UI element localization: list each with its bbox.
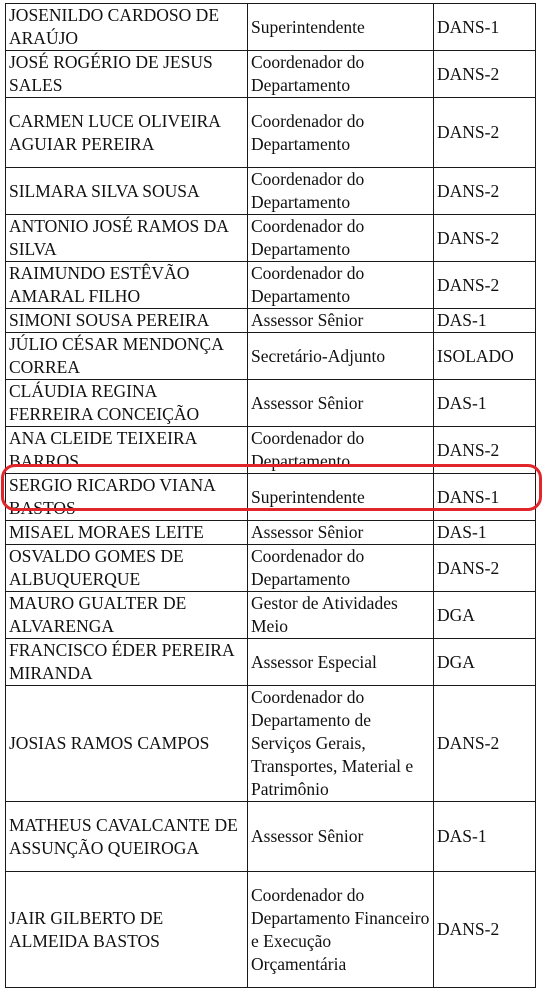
name-cell: CLÁUDIA REGINA FERREIRA CONCEIÇÃO bbox=[6, 380, 248, 427]
name-cell: ANTONIO JOSÉ RAMOS DA SILVA bbox=[6, 215, 248, 262]
name-cell: SERGIO RICARDO VIANA BASTOS bbox=[6, 474, 248, 521]
role-cell: Coordenador do Departamento de Serviços Gerais, Transportes, Material e Patrimônio bbox=[248, 686, 434, 802]
roster-sheet bbox=[5, 3, 535, 988]
level-cell: DAS-1 bbox=[434, 521, 536, 545]
role-cell: Coordenador do Departamento Financeiro e Execução Orçamentária bbox=[248, 872, 434, 988]
table-row bbox=[6, 4, 536, 51]
table-row bbox=[6, 98, 536, 168]
level-cell: DANS-2 bbox=[434, 98, 536, 168]
level-cell: DANS-2 bbox=[434, 168, 536, 215]
table-row bbox=[6, 639, 536, 686]
table-row bbox=[6, 802, 536, 872]
level-cell: DAS-1 bbox=[434, 309, 536, 333]
table-row bbox=[6, 521, 536, 545]
level-cell: DANS-1 bbox=[434, 474, 536, 521]
table-row bbox=[6, 872, 536, 988]
table-row bbox=[6, 592, 536, 639]
name-cell: JAIR GILBERTO DE ALMEIDA BASTOS bbox=[6, 872, 248, 988]
role-cell: Superintendente bbox=[248, 474, 434, 521]
staff-table bbox=[5, 3, 536, 988]
name-cell: JOSENILDO CARDOSO DE ARAÚJO bbox=[6, 4, 248, 51]
role-cell: Superintendente bbox=[248, 4, 434, 51]
table-row bbox=[6, 168, 536, 215]
role-cell: Coordenador do Departamento bbox=[248, 262, 434, 309]
role-cell: Coordenador do Departamento bbox=[248, 168, 434, 215]
table-row bbox=[6, 427, 536, 474]
name-cell: MAURO GUALTER DE ALVARENGA bbox=[6, 592, 248, 639]
role-cell: Assessor Sênior bbox=[248, 380, 434, 427]
name-cell: JOSÉ ROGÉRIO DE JESUS SALES bbox=[6, 51, 248, 98]
level-cell: DAS-1 bbox=[434, 380, 536, 427]
level-cell: DAS-1 bbox=[434, 802, 536, 872]
table-row bbox=[6, 333, 536, 380]
role-cell: Assessor Sênior bbox=[248, 309, 434, 333]
level-cell: DGA bbox=[434, 639, 536, 686]
table-row bbox=[6, 686, 536, 802]
level-cell: DANS-2 bbox=[434, 872, 536, 988]
level-cell: DANS-2 bbox=[434, 51, 536, 98]
table-row bbox=[6, 380, 536, 427]
table-row bbox=[6, 309, 536, 333]
level-cell: DGA bbox=[434, 592, 536, 639]
level-cell: DANS-1 bbox=[434, 4, 536, 51]
table-row bbox=[6, 215, 536, 262]
name-cell: JÚLIO CÉSAR MENDONÇA CORREA bbox=[6, 333, 248, 380]
name-cell: JOSIAS RAMOS CAMPOS bbox=[6, 686, 248, 802]
role-cell: Coordenador do Departamento bbox=[248, 51, 434, 98]
name-cell: SIMONI SOUSA PEREIRA bbox=[6, 309, 248, 333]
level-cell: ISOLADO bbox=[434, 333, 536, 380]
name-cell: FRANCISCO ÉDER PEREIRA MIRANDA bbox=[6, 639, 248, 686]
table-row bbox=[6, 262, 536, 309]
name-cell: MISAEL MORAES LEITE bbox=[6, 521, 248, 545]
role-cell: Assessor Especial bbox=[248, 639, 434, 686]
role-cell: Coordenador do Departamento bbox=[248, 98, 434, 168]
name-cell: MATHEUS CAVALCANTE DE ASSUNÇÃO QUEIROGA bbox=[6, 802, 248, 872]
name-cell: ANA CLEIDE TEIXEIRA BARROS bbox=[6, 427, 248, 474]
table-row bbox=[6, 545, 536, 592]
role-cell: Coordenador do Departamento bbox=[248, 545, 434, 592]
level-cell: DANS-2 bbox=[434, 215, 536, 262]
level-cell: DANS-2 bbox=[434, 686, 536, 802]
name-cell: CARMEN LUCE OLIVEIRA AGUIAR PEREIRA bbox=[6, 98, 248, 168]
level-cell: DANS-2 bbox=[434, 427, 536, 474]
role-cell: Assessor Sênior bbox=[248, 521, 434, 545]
table-row bbox=[6, 51, 536, 98]
name-cell: OSVALDO GOMES DE ALBUQUERQUE bbox=[6, 545, 248, 592]
level-cell: DANS-2 bbox=[434, 545, 536, 592]
highlighted-row bbox=[6, 474, 536, 521]
name-cell: RAIMUNDO ESTÊVÃO AMARAL FILHO bbox=[6, 262, 248, 309]
role-cell: Coordenador do Departamento bbox=[248, 215, 434, 262]
role-cell: Assessor Sênior bbox=[248, 802, 434, 872]
role-cell: Coordenador do Departamento bbox=[248, 427, 434, 474]
role-cell: Gestor de Atividades Meio bbox=[248, 592, 434, 639]
name-cell: SILMARA SILVA SOUSA bbox=[6, 168, 248, 215]
role-cell: Secretário-Adjunto bbox=[248, 333, 434, 380]
level-cell: DANS-2 bbox=[434, 262, 536, 309]
